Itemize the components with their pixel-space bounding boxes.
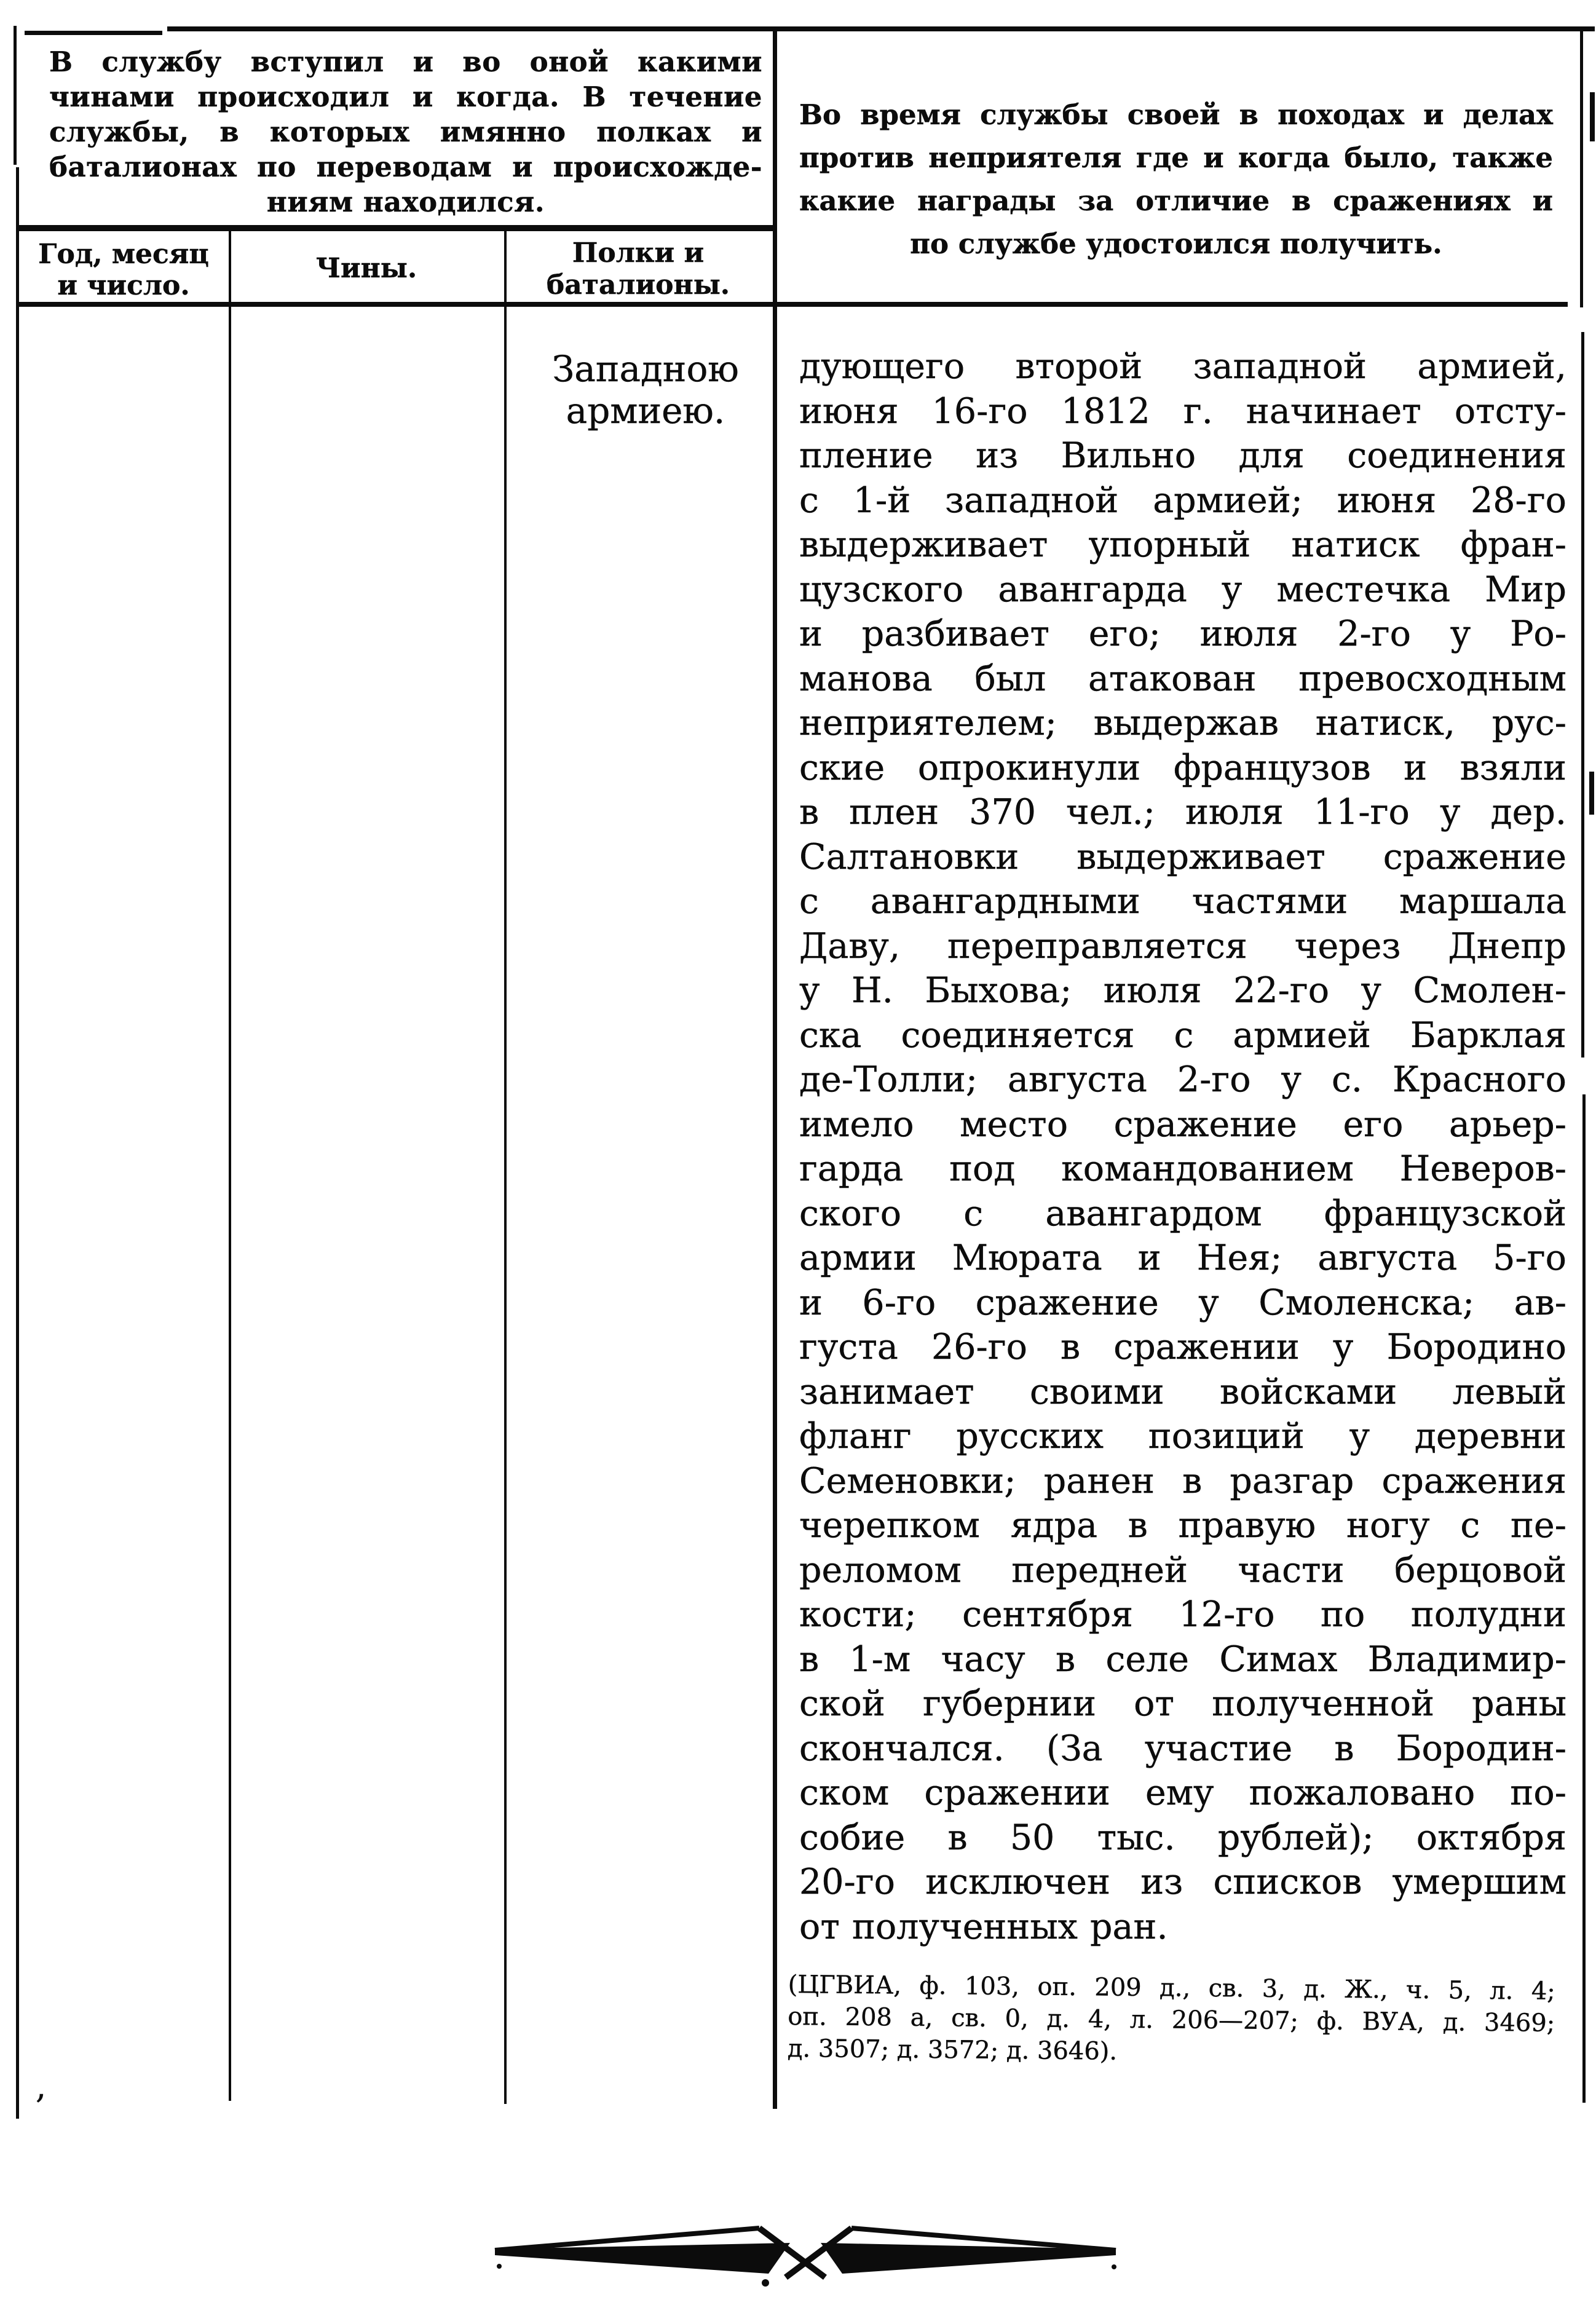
- table-border-top-left-segment: [25, 31, 162, 35]
- service-record-line: Семеновки; ранен в разгар сражения: [799, 1460, 1566, 1501]
- service-record-line: скончался. (За участие в Бородин-: [799, 1728, 1566, 1769]
- service-record-line: кости; сентября 12-го по полудни: [799, 1594, 1566, 1635]
- table-border-right-lower: [1582, 1094, 1586, 2103]
- column-header-ranks: [234, 253, 499, 284]
- left-header: [49, 44, 762, 219]
- service-record-line: ском сражении ему пожаловано по-: [799, 1773, 1566, 1813]
- regiment-cell: [523, 348, 768, 432]
- column-divider-ranks-regiments: [504, 231, 507, 2104]
- left-header-line: чинами происходил и когда. В течение: [49, 81, 762, 113]
- service-record-line: с авангардными частями маршала: [799, 881, 1566, 922]
- service-record-line: Даву, переправляется через Днепр: [799, 925, 1566, 967]
- left-header-line: ниям находился.: [266, 186, 545, 218]
- regiment-cell-line: Западною: [552, 348, 739, 390]
- service-record-line: собие в 50 тыс. рублей); октября: [799, 1817, 1566, 1858]
- right-header: [799, 93, 1553, 266]
- service-record-line: де-Толли; августа 2-го у с. Красного: [799, 1059, 1566, 1100]
- service-record-line: ские опрокинули французов и взяли: [799, 747, 1566, 788]
- service-record-line: занимает своими войсками левый: [799, 1371, 1566, 1412]
- right-header-line: против неприятеля где и когда было, также: [799, 141, 1553, 174]
- service-record-text: [799, 344, 1566, 1949]
- table-border-right-upper: [1580, 28, 1583, 307]
- service-record-line: в плен 370 чел.; июля 11-го у дер.: [799, 792, 1566, 832]
- service-record-line: у Н. Быхова; июля 22-го у Смолен-: [799, 970, 1566, 1011]
- column-divider-date-ranks: [229, 231, 231, 2101]
- service-record-line: ского с авангардом французской: [799, 1193, 1566, 1234]
- service-record-line: ска соединяется с армией Барклая: [799, 1014, 1566, 1056]
- service-record-line: выдерживает упорный натиск фран-: [799, 524, 1566, 565]
- service-record-line: цузского авангарда у местечка Мир: [799, 569, 1566, 610]
- stray-print-mark: ,: [36, 2067, 47, 2106]
- service-record-line: в 1-м часу в селе Симах Владимир-: [799, 1639, 1566, 1680]
- column-header-date-line: Год, месяц: [38, 239, 209, 270]
- table-border-top: [167, 26, 1595, 31]
- service-record-line: и 6-го сражение у Смоленска; ав-: [799, 1282, 1566, 1323]
- service-record-line: Салтановки выдерживает сражение: [799, 836, 1566, 877]
- service-record-line: черепком ядра в правую ногу с пе-: [799, 1505, 1566, 1546]
- archival-citation: [788, 1969, 1555, 2071]
- archival-citation-line: (ЦГВИА, ф. 103, оп. 209 д., св. 3, д. Ж., ч. 5, л. 4;: [788, 1971, 1555, 2006]
- archival-citation-line: д. 3507; д. 3572; д. 3646).: [787, 2034, 1118, 2066]
- column-header-regiments: [509, 237, 767, 301]
- service-record-line: армии Мюрата и Нея; августа 5-го: [799, 1238, 1566, 1278]
- table-border-right-middle: [1581, 332, 1584, 1058]
- left-header-underline: [17, 225, 775, 231]
- archival-citation-line: оп. 208 а, св. 0, д. 4, л. 206—207; ф. ВУА, д. 3469;: [788, 2002, 1555, 2038]
- service-record-line: гарда под командованием Неверов-: [799, 1148, 1566, 1189]
- column-header-date-line: и число.: [57, 270, 190, 301]
- left-header-line: В службу вступил и во оной какими: [49, 45, 762, 78]
- service-record-line: с 1-й западной армией; июня 28-го: [799, 480, 1566, 521]
- page-edge-mark-2: [1589, 772, 1594, 815]
- service-record-line: июня 16-го 1812 г. начинает отсту-: [799, 390, 1566, 432]
- column-header-regiments-line: баталионы.: [546, 269, 730, 301]
- service-record-line: и разбивает его; июля 2-го у Ро-: [799, 614, 1566, 654]
- center-column-divider: [773, 27, 777, 2109]
- column-header-date: [25, 239, 223, 301]
- service-record-line: неприятелем; выдержав натиск, рус-: [799, 703, 1566, 743]
- regiment-cell-line: армиею.: [566, 390, 725, 432]
- service-record-line: манова был атакован превосходным: [799, 658, 1566, 699]
- service-record-line: дующего второй западной армией,: [799, 346, 1566, 387]
- left-header-line: баталионах по переводам и происхожде-: [49, 151, 762, 183]
- right-header-line: по службе удостоился получить.: [910, 227, 1442, 260]
- service-record-line: имело место сражение его арьер-: [799, 1104, 1566, 1145]
- service-record-line: 20-го исключен из списков умершим: [799, 1862, 1566, 1902]
- service-record-line: реломом передней части берцовой: [799, 1549, 1566, 1591]
- column-header-ranks-line: Чины.: [315, 253, 417, 284]
- subheader-underline: [17, 302, 1568, 307]
- left-header-line: службы, в которых имянно полках и: [49, 116, 762, 148]
- service-record-line: пление из Вильно для соединения: [799, 435, 1566, 476]
- right-header-line: Во время службы своей в походах и делах: [799, 98, 1553, 131]
- column-header-regiments-line: Полки и: [572, 237, 705, 269]
- table-border-left-upper: [14, 26, 17, 165]
- page-edge-mark-1: [1590, 92, 1595, 141]
- crossed-ribbon-divider-icon: [480, 2212, 1131, 2292]
- service-record-line: густа 26-го в сражении у Бородино: [799, 1327, 1566, 1367]
- table-border-left-lower: [16, 167, 19, 2119]
- service-record-line: от полученных ран.: [799, 1906, 1168, 1947]
- service-record-line: фланг русских позиций у деревни: [799, 1416, 1566, 1457]
- service-record-line: ской губернии от полученной раны: [799, 1683, 1566, 1724]
- right-header-line: какие награды за отличие в сражениях и: [799, 184, 1553, 217]
